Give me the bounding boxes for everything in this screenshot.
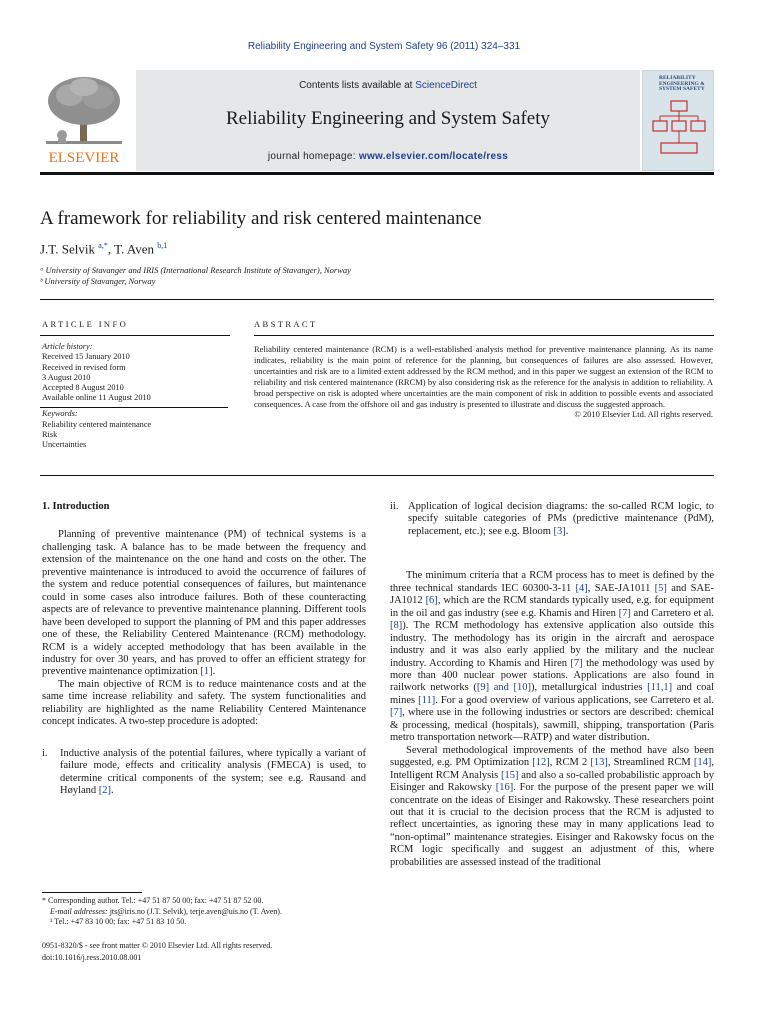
footnote-corresponding: * Corresponding author. Tel.: +47 51 87 50 00; fax: +47 51 87 52 00. bbox=[42, 896, 264, 905]
copyright-line: © 2010 Elsevier Ltd. All rights reserved. bbox=[574, 409, 713, 420]
journal-citation[interactable]: Reliability Engineering and System Safety 96 (2011) 324–331 bbox=[247, 41, 521, 52]
journal-cover-thumbnail bbox=[642, 70, 714, 171]
history-item: Accepted 8 August 2010 bbox=[42, 383, 124, 393]
author-aven[interactable]: T. Aven bbox=[114, 241, 155, 257]
footnote-rule bbox=[42, 892, 142, 893]
cover-diagram-icon bbox=[651, 99, 707, 161]
citation-link[interactable]: [7] bbox=[618, 607, 631, 619]
text-run: and SAE-JA1012 bbox=[390, 582, 714, 607]
homepage-prefix: journal homepage: bbox=[267, 151, 359, 162]
journal-header bbox=[40, 70, 714, 171]
text-run: and Carretero et al. bbox=[630, 607, 714, 619]
intro-paragraph-3 bbox=[390, 570, 714, 744]
article-info-heading: ARTICLE INFO bbox=[42, 319, 129, 329]
elsevier-logo bbox=[40, 73, 128, 167]
intro-p1-end: . bbox=[212, 666, 216, 678]
text-run: . For a good overview of various applications, see Carretero et al. bbox=[435, 694, 714, 706]
citation-link[interactable]: [7] bbox=[390, 707, 403, 719]
journal-title: Reliability Engineering and System Safety bbox=[226, 108, 550, 129]
meta-divider bbox=[40, 299, 714, 300]
list-item-i-end: . bbox=[111, 785, 114, 797]
email-addresses[interactable]: jts@iris.no (J.T. Selvik), terje.aven@uis.no (T. Aven). bbox=[109, 906, 282, 916]
elsevier-wordmark: ELSEVIER bbox=[48, 150, 120, 166]
author-list bbox=[40, 241, 167, 257]
history-item: Received in revised form bbox=[42, 362, 126, 372]
article-title: A framework for reliability and risk centered maintenance bbox=[40, 208, 482, 229]
text-run: the methodology was used by more than 400 nuclear power stations. Applications are also found in railwork networks ( bbox=[390, 657, 714, 694]
citation-link[interactable]: [6] bbox=[425, 595, 438, 607]
text-run: Several methodological improvements of the method have also been suggested, e.g. PM Optimization bbox=[390, 744, 714, 769]
citation-link[interactable]: [2] bbox=[98, 785, 112, 797]
citation-link[interactable]: [12] bbox=[532, 757, 550, 769]
footnotes bbox=[42, 896, 372, 928]
keywords-label: Keywords: bbox=[42, 409, 78, 419]
author-selvik-sup[interactable]: a,* bbox=[98, 241, 108, 250]
text-run: and coal mines bbox=[390, 682, 715, 706]
abstract-body bbox=[254, 344, 713, 420]
text-run: . For the purpose of the present paper we will concentrate on the ideas of Eisinger and Rakowsky. These researchers point out that it is crucial to the decision process that the RCM is adjusted to reflect uncertainties, as ignoring these may in many applications lead to “non-optimal” maintenance strategies. Eisinger and Rakowsky focus on the RCM logic specifically and suggest an adjustment of this, where probabilities are assessed instead of the traditional bbox=[390, 782, 714, 868]
cover-title: RELIABILITY ENGINEERING & SYSTEM SAFETY bbox=[659, 75, 705, 92]
section-heading-introduction: 1. Introduction bbox=[42, 501, 110, 512]
text-run: , RCM 2 bbox=[549, 757, 591, 769]
abstract-rule bbox=[254, 335, 714, 336]
right-column bbox=[390, 501, 714, 869]
intro-paragraph-2: The main objective of RCM is to reduce maintenance costs and at the same time increase reliability and safety. The system functionalities and reliability are highlighted as the name Reliability Centered Maintenance concept indicates. A two-step procedure is adopted: bbox=[42, 678, 366, 728]
contents-line bbox=[136, 80, 640, 91]
author-selvik[interactable]: J.T. Selvik bbox=[40, 241, 96, 257]
list-item-i bbox=[42, 748, 366, 798]
text-run: ). The RCM methodology has extensive application also outside this industry. The methodology has its origin in the aircraft and aerospace industry and it was also early applied by the military and the nuclear industry. According to Khamis and Hiren bbox=[390, 620, 714, 669]
doi-line[interactable]: doi:10.1016/j.ress.2010.08.001 bbox=[42, 952, 142, 962]
citation-link[interactable]: [11] bbox=[418, 694, 436, 706]
keyword: Reliability centered maintenance bbox=[42, 419, 152, 429]
history-item: 3 August 2010 bbox=[42, 372, 91, 382]
keyword: Risk bbox=[42, 430, 58, 440]
journal-info-box bbox=[136, 70, 640, 171]
issn-line: 0951-8320/$ - see front matter © 2010 Elsevier Ltd. All rights reserved. bbox=[42, 941, 273, 950]
article-info-panel bbox=[42, 342, 222, 451]
history-item: Available online 11 August 2010 bbox=[42, 393, 151, 403]
citation-link[interactable]: [11,1] bbox=[647, 682, 673, 694]
history-label: Article history: bbox=[42, 342, 93, 351]
list-item-ii bbox=[390, 501, 714, 538]
list-item-ii-body bbox=[408, 501, 714, 538]
contents-prefix: Contents lists available at bbox=[299, 80, 416, 91]
list-item-i-body bbox=[60, 748, 366, 798]
list-item-i-text: Inductive analysis of the potential failures, where typically a variant of failure mode, effects and criticality analysis (FMECA) is used, to determine critical components of the system; see e.g. Rausand and Høyland bbox=[60, 747, 366, 797]
text-run: , Streamlined RCM bbox=[607, 757, 694, 769]
citation-link[interactable]: [4] bbox=[575, 582, 588, 594]
keyword: Uncertainties bbox=[42, 440, 87, 450]
list-marker-i: i. bbox=[42, 747, 48, 759]
text-run: , which are the RCM standards typically used, e.g. for equipment in the oil and gas industry (see e.g. Khamis and Hiren bbox=[390, 595, 714, 619]
text-run: , SAE-JA1011 bbox=[587, 582, 655, 594]
citation-link[interactable]: [8] bbox=[390, 620, 403, 632]
author-separator: , bbox=[107, 241, 115, 257]
citation-link[interactable]: [1] bbox=[200, 666, 213, 678]
text-run: , Intelligent RCM Analysis bbox=[390, 757, 715, 781]
text-run: , where use in the following industries or sectors are described: chemical & processing, medical (hospitals), sawmill, shipping, transportation (Paris metro transportation network—RATP) and water distribution. bbox=[390, 707, 714, 744]
citation-link[interactable]: [13] bbox=[590, 757, 608, 769]
article-info-rule bbox=[40, 335, 230, 336]
citation-link[interactable]: [14] bbox=[693, 757, 712, 769]
history-item: Received 15 January 2010 bbox=[42, 352, 130, 362]
homepage-link[interactable]: www.elsevier.com/locate/ress bbox=[358, 151, 509, 162]
text-run: The minimum criteria that a RCM process has to meet is defined by the three technical standards IEC 60300-3-11 bbox=[390, 570, 714, 594]
keywords-rule bbox=[40, 407, 228, 408]
sciencedirect-link[interactable]: ScienceDirect bbox=[415, 80, 477, 91]
intro-paragraph-1 bbox=[42, 529, 366, 678]
header-rule bbox=[40, 172, 714, 175]
citation-link[interactable]: [5] bbox=[654, 582, 667, 594]
email-label: E-mail addresses: bbox=[50, 906, 110, 916]
text-run: ), metallurgical industries bbox=[531, 682, 648, 694]
footnote-email bbox=[42, 907, 372, 918]
text-run: and also a so-called probabilistic approach by Eisinger and Rakowsky bbox=[390, 769, 714, 794]
footnote-tel: ¹ Tel.: +47 83 10 00; fax: +47 51 83 10 50. bbox=[50, 917, 187, 927]
citation-link[interactable]: [3] bbox=[553, 525, 566, 537]
homepage-line bbox=[136, 151, 640, 162]
author-aven-sup[interactable]: b,1 bbox=[157, 241, 168, 250]
intro-p1-text: Planning of preventive maintenance (PM) of technical systems is a challenging task. A balance has to be made between the frequency and extension of the maintenance on the one hand and costs on the other. The preventive maintenance is introduced to avoid the occurrence of failures of the system and reduce potential consequences of failures, but maintenance could in some cases also introduce failures. Both of these counteracting aspects are of relevance to preventive maintenance planning. Different tools have been developed to support the planning of PM and this paper addresses one of these, the Reliability Centered Maintenance (RCM) methodology. RCM is a widely accepted methodology that has been available in the industry for over 30 years, and has proved to offer an efficient strategy for preventive maintenance optimization bbox=[42, 529, 366, 678]
citation-link[interactable]: [16] bbox=[495, 782, 514, 794]
list-item-ii-text: Application of logical decision diagrams: the so-called RCM logic, to specify suitable categories of PMs (predictive maintenance (PdM), replacement, etc.); see e.g. Bloom bbox=[408, 501, 714, 537]
citation-link[interactable]: [9] and [10] bbox=[476, 682, 532, 694]
list-marker-ii: ii. bbox=[390, 501, 399, 512]
affiliation-a: ᵃ University of Stavanger and IRIS (International Research Institute of Stavanger), Norway bbox=[40, 265, 351, 275]
abstract-text: Reliability centered maintenance (RCM) is a well-established analysis method for preventive maintenance planning. As its name indicates, reliability is the main point of reference for the planning, but consequences of failures are also assessed. However, uncertainties and risk are to a limited extent addressed by the RCM method, and in this paper we suggest an extension of the RCM to reliability and risk centered maintenance (RRCM) by also considering risk as the reference for the analysis in addition to reliability. A broad perspective on risk is adopted where uncertainties are the main component of risk in addition to possible events and associated consequences. A case from the offshore oil and gas industry is presented to illustrate and discuss the suggested approach. bbox=[254, 344, 713, 409]
citation-link[interactable]: [15] bbox=[500, 769, 519, 781]
abstract-heading: ABSTRACT bbox=[254, 319, 318, 329]
front-matter bbox=[42, 940, 272, 963]
affiliation-b: ᵇ University of Stavanger, Norway bbox=[40, 276, 156, 286]
left-column bbox=[42, 501, 366, 798]
citation-link[interactable]: [7] bbox=[570, 657, 583, 669]
abstract-bottom-rule bbox=[40, 475, 714, 476]
list-item-ii-end: . bbox=[565, 525, 569, 537]
intro-paragraph-4 bbox=[390, 745, 714, 870]
